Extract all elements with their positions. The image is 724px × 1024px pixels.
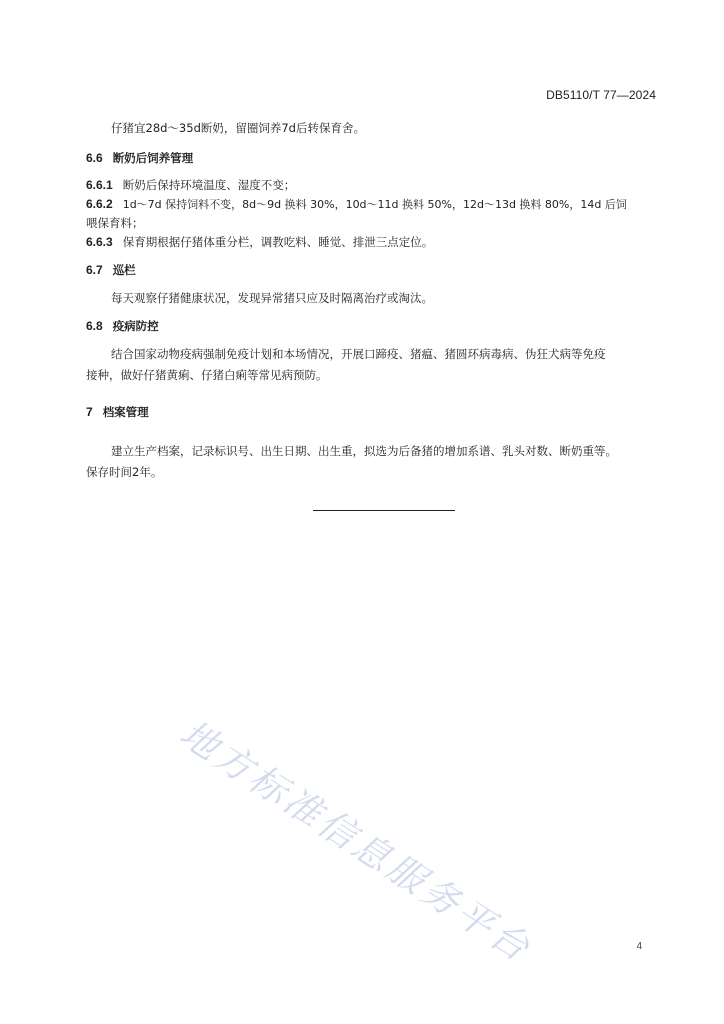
section-7-heading	[86, 404, 656, 420]
section-number: 7	[86, 405, 93, 419]
clause-text: 1d～7d 保持饲料不变，8d～9d 换料 30%，10d～11d 换料 50%，12d～13d 换料 80%，14d 后饲	[122, 198, 627, 211]
clause-text: 断奶后保持环境温度、湿度不变；	[122, 178, 296, 192]
paragraph-records-line2: 保存时间2年。	[86, 465, 163, 479]
end-divider	[313, 510, 455, 511]
clause-6-6-2	[86, 196, 656, 213]
clause-number: 6.6.1	[86, 178, 113, 192]
clause-6-6-3	[86, 234, 656, 250]
paragraph-patrol: 每天观察仔猪健康状况，发现异常猪只应及时隔离治疗或淘汰。	[111, 291, 433, 305]
paragraph-disease-control-line1: 结合国家动物疫病强制免疫计划和本场情况，开展口蹄疫、猪瘟、猪圆环病毒病、伪狂犬病等免疫	[111, 347, 606, 361]
clause-number: 6.6.2	[86, 197, 113, 211]
section-6-7-heading	[86, 262, 656, 278]
paragraph-disease-control-line2: 接种，做好仔猪黄痢、仔猪白痢等常见病预防。	[86, 368, 328, 382]
clause-6-6-1	[86, 177, 656, 193]
page-number: 4	[636, 941, 642, 952]
section-title: 断奶后饲养管理	[112, 151, 194, 165]
watermark-text: 地方标准信息服务平台	[172, 711, 540, 972]
paragraph-weaning-age: 仔猪宜28d～35d断奶，留圈饲养7d后转保育舍。	[111, 121, 365, 135]
section-title: 疫病防控	[112, 319, 159, 333]
section-title: 档案管理	[102, 405, 149, 419]
section-number: 6.7	[86, 263, 103, 277]
clause-6-6-2-continued: 喂保育料；	[86, 216, 144, 230]
clause-number: 6.6.3	[86, 235, 113, 249]
clause-text: 保育期根据仔猪体重分栏，调教吃料、睡觉、排泄三点定位。	[122, 235, 434, 249]
section-title: 巡栏	[112, 263, 136, 277]
page-header-doc-id: DB5110/T 77—2024	[546, 88, 656, 102]
section-number: 6.8	[86, 319, 103, 333]
section-6-8-heading	[86, 318, 656, 334]
paragraph-records-line1: 建立生产档案，记录标识号、出生日期、出生重，拟选为后备猪的增加系谱、乳头对数、断奶重等。	[111, 444, 617, 458]
section-number: 6.6	[86, 151, 103, 165]
section-6-6-heading	[86, 150, 656, 166]
